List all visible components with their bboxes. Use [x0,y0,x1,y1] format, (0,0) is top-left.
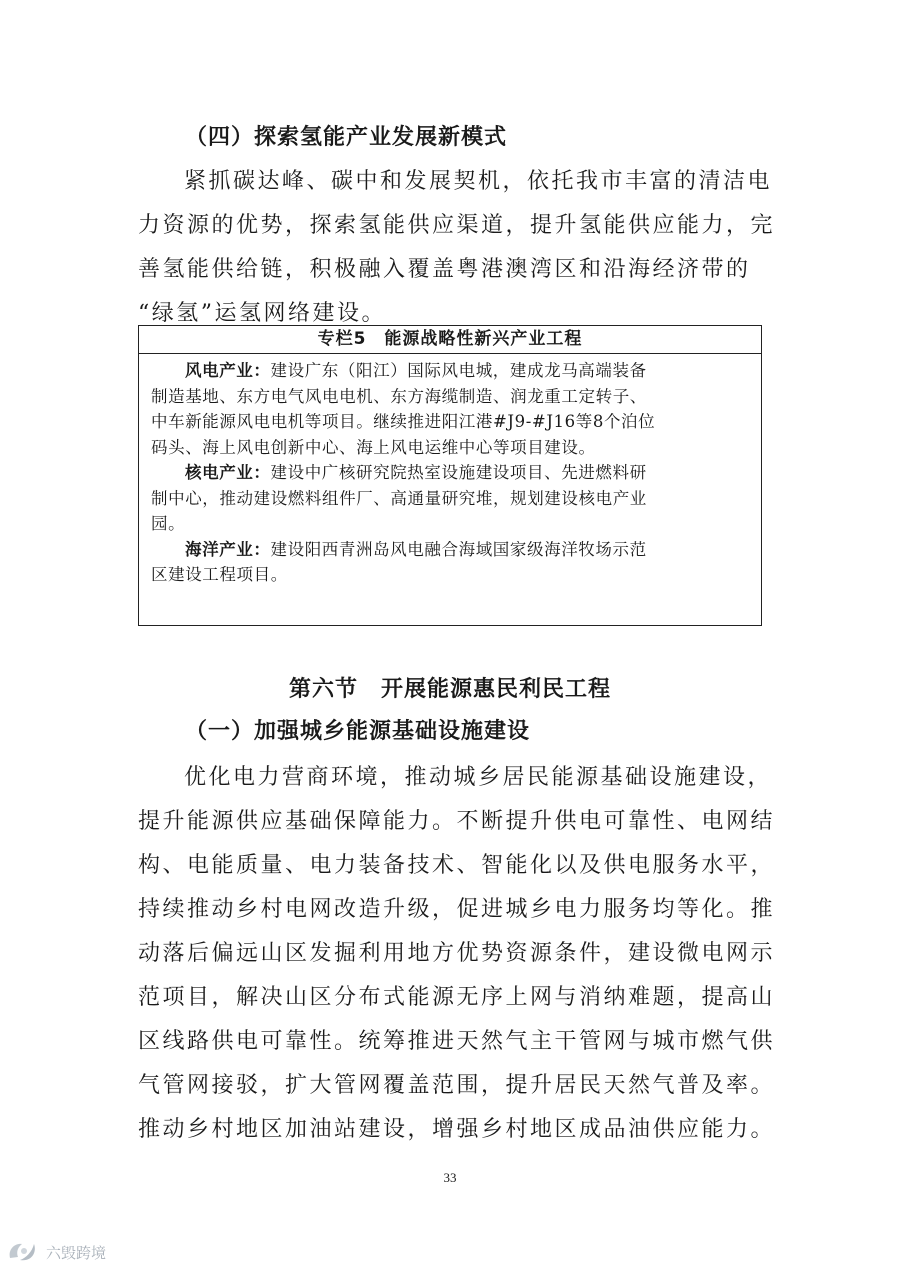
wind-industry-label: 风电产业： [185,361,271,380]
watermark [6,1238,106,1266]
column-box-body [139,354,761,588]
wind-industry-line: 制造基地、东方电气风电电机、东方海缆制造、润龙重工定转子、 [151,386,647,406]
paragraph-line: 善氢能供给链，积极融入覆盖粤港澳湾区和沿海经济带的 [138,257,751,282]
paragraph-line: 优化电力营商环境，推动城乡居民能源基础设施建设， [184,765,773,790]
paragraph-line: 推动乡村地区加油站建设，增强乡村地区成品油供应能力。 [138,1117,776,1142]
paragraph-line: “绿氢”运氢网络建设。 [138,301,386,326]
nuclear-industry-line [151,460,751,486]
nuclear-industry-line: 园。 [151,514,186,533]
watermark-logo-icon [6,1238,40,1266]
marine-industry-label: 海洋产业： [185,539,271,559]
paragraph-line: 持续推动乡村电网改造升级，促进城乡电力服务均等化。推 [138,897,776,922]
marine-industry-text: 建设阳西青洲岛风电融合海域国家级海洋牧场示范 [270,539,647,559]
subsection-4-heading: （四）探索氢能产业发展新模式 [185,125,508,150]
subsection-1-paragraph [138,756,776,1152]
column-box-title: 专栏5 能源战略性新兴产业工程 [139,326,761,354]
wind-industry-line [151,358,751,384]
nuclear-industry-line: 制中心，推动建设燃料组件厂、高通量研究堆，规划建设核电产业 [151,488,647,508]
subsection-4-paragraph [138,160,776,336]
paragraph-line: 区线路供电可靠性。统筹推进天然气主干管网与城市燃气供 [138,1029,776,1054]
paragraph-line: 范项目，解决山区分布式能源无序上网与消纳难题，提高山 [138,985,776,1010]
subsection-1-heading: （一）加强城乡能源基础设施建设 [185,719,531,744]
paragraph-line: 紧抓碳达峰、碳中和发展契机，依托我市丰富的清洁电 [184,169,773,194]
paragraph-line: 动落后偏远山区发掘利用地方优势资源条件，建设微电网示 [138,941,776,966]
nuclear-industry-text: 建设中广核研究院热室设施建设项目、先进燃料研 [270,463,647,482]
wind-industry-text: 建设广东（阳江）国际风电城，建成龙马高端装备 [270,361,647,380]
marine-industry-line [151,537,751,563]
watermark-text: 六毁跨境 [46,1243,107,1262]
nuclear-industry-label: 核电产业： [185,463,271,482]
paragraph-line: 气管网接驳，扩大管网覆盖范围，提升居民天然气普及率。 [138,1073,776,1098]
column-box [138,325,762,626]
section-6-heading: 第六节 开展能源惠民利民工程 [288,677,611,702]
page-number: 33 [443,1170,457,1185]
wind-industry-line: 中车新能源风电电机等项目。继续推进阳江港#J9-#J16等8个泊位 [151,412,656,431]
marine-industry-line: 区建设工程项目。 [151,565,288,584]
paragraph-line: 力资源的优势，探索氢能供应渠道，提升氢能供应能力，完 [138,213,776,238]
paragraph-line: 构、电能质量、电力装备技术、智能化以及供电服务水平， [138,853,776,878]
paragraph-line: 提升能源供应基础保障能力。不断提升供电可靠性、电网结 [138,809,776,834]
wind-industry-line: 码头、海上风电创新中心、海上风电运维中心等项目建设。 [151,437,596,457]
